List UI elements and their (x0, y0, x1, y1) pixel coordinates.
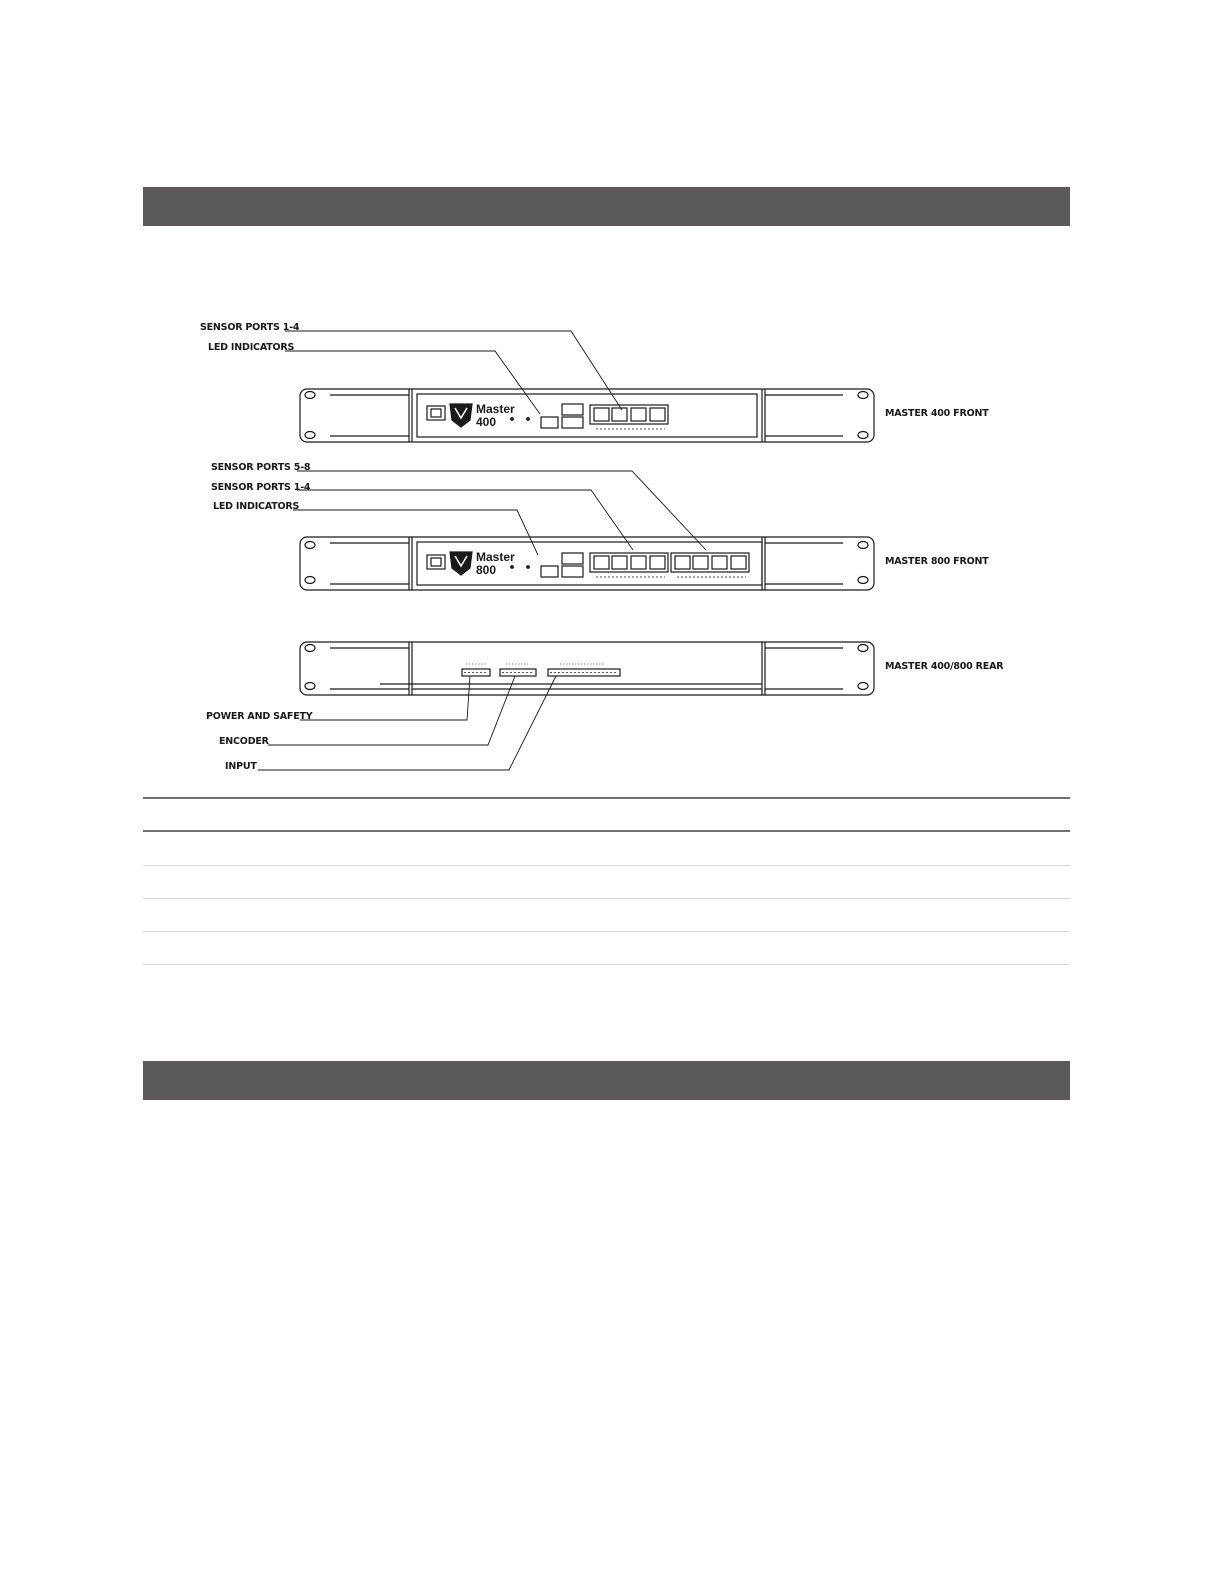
table-header-rule (143, 830, 1070, 832)
callout-power-and-safety: POWER AND SAFETY (206, 711, 313, 722)
table-row (143, 964, 1070, 965)
master-400-front-unit (300, 389, 874, 442)
callout-sensor-ports-5-8-m800: SENSOR PORTS 5-8 (211, 462, 311, 473)
callout-sensor-ports-1-4-m800: SENSOR PORTS 1-4 (211, 482, 311, 493)
master-800-front-unit (300, 537, 874, 590)
callout-input: INPUT (225, 761, 257, 772)
master-400-front-label: MASTER 400 FRONT (885, 408, 989, 419)
table-row (143, 865, 1070, 866)
model-text-800: 800 (476, 563, 497, 577)
master-800-front-label: MASTER 800 FRONT (885, 556, 989, 567)
table-row (143, 898, 1070, 899)
master-rear-label: MASTER 400/800 REAR (885, 661, 1004, 672)
callout-encoder: ENCODER (219, 736, 269, 747)
brand-text-400: Master (476, 402, 515, 416)
brand-text-800: Master (476, 550, 515, 564)
master-rear-unit (300, 642, 874, 695)
callout-led-indicators-m800: LED INDICATORS (213, 501, 300, 512)
callout-sensor-ports-1-4-m400: SENSOR PORTS 1-4 (200, 322, 300, 333)
table-top-rule (143, 797, 1070, 799)
callout-led-indicators-m400: LED INDICATORS (208, 342, 295, 353)
model-text-400: 400 (476, 415, 497, 429)
section-header-bar-bottom (143, 1061, 1070, 1100)
table-row (143, 931, 1070, 932)
